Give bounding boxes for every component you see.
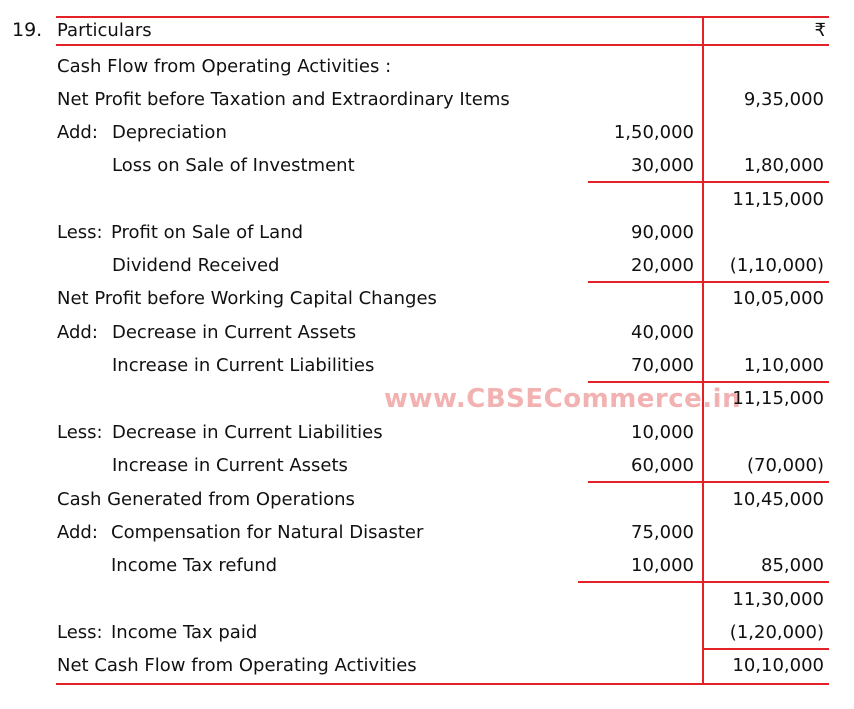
currency-heading: ₹ xyxy=(814,20,826,41)
row-label: Income Tax refund xyxy=(111,555,278,576)
inner-amount: 90,000 xyxy=(631,222,694,243)
row-label: Loss on Sale of Investment xyxy=(112,155,355,176)
outer-amount: 11,15,000 xyxy=(732,189,824,210)
row-prefix: Add: xyxy=(57,522,98,543)
outer-amount: 85,000 xyxy=(761,555,824,576)
total-rule xyxy=(702,648,829,650)
subtotal-rule xyxy=(588,381,829,383)
row-prefix: Add: xyxy=(57,122,98,143)
row-label: Cash Generated from Operations xyxy=(57,489,355,510)
inner-amount: 70,000 xyxy=(631,355,694,376)
outer-amount: 10,10,000 xyxy=(732,655,824,676)
row-label: Profit on Sale of Land xyxy=(111,222,304,243)
inner-amount: 60,000 xyxy=(631,455,694,476)
inner-amount: 20,000 xyxy=(631,255,694,276)
outer-amount: 11,15,000 xyxy=(732,388,824,409)
subtotal-rule xyxy=(578,581,829,583)
row-label: Compensation for Natural Disaster xyxy=(111,522,424,543)
inner-amount: 10,000 xyxy=(631,422,694,443)
row-label: Net Profit before Working Capital Changes xyxy=(57,288,437,309)
inner-amount: 40,000 xyxy=(631,322,694,343)
row-prefix: Add: xyxy=(57,322,98,343)
row-label: Cash Flow from Operating Activities : xyxy=(57,56,392,77)
table-top-rule xyxy=(56,16,829,18)
row-prefix: Less: xyxy=(57,622,103,643)
row-label: Increase in Current Assets xyxy=(112,455,348,476)
row-prefix: Less: xyxy=(57,222,103,243)
row-label: Decrease in Current Liabilities xyxy=(112,422,383,443)
header-bottom-rule xyxy=(56,44,829,46)
row-label: Increase in Current Liabilities xyxy=(112,355,375,376)
inner-amount: 1,50,000 xyxy=(613,122,694,143)
outer-amount: 1,10,000 xyxy=(743,355,824,376)
outer-amount: (70,000) xyxy=(746,455,824,476)
row-label: Decrease in Current Assets xyxy=(112,322,357,343)
row-label: Dividend Received xyxy=(112,255,280,276)
outer-amount: 10,45,000 xyxy=(732,489,824,510)
subtotal-rule xyxy=(588,181,829,183)
outer-amount: 1,80,000 xyxy=(743,155,824,176)
row-label: Net Cash Flow from Operating Activities xyxy=(57,655,417,676)
outer-amount: 10,05,000 xyxy=(732,288,824,309)
watermark: www.CBSECommerce.in xyxy=(384,384,742,414)
inner-amount: 30,000 xyxy=(631,155,694,176)
outer-amount: 9,35,000 xyxy=(743,89,824,110)
subtotal-rule xyxy=(588,481,829,483)
outer-amount: (1,20,000) xyxy=(729,622,824,643)
outer-amount: 11,30,000 xyxy=(732,589,824,610)
particulars-heading: Particulars xyxy=(57,20,152,41)
inner-amount: 10,000 xyxy=(631,555,694,576)
row-label: Depreciation xyxy=(112,122,227,143)
amount-column-divider xyxy=(702,16,704,685)
row-label: Net Profit before Taxation and Extraordinary Items xyxy=(57,89,510,110)
table-bottom-rule xyxy=(56,683,829,685)
row-label: Income Tax paid xyxy=(111,622,258,643)
outer-amount: (1,10,000) xyxy=(729,255,824,276)
question-number: 19. xyxy=(12,19,43,41)
inner-amount: 75,000 xyxy=(631,522,694,543)
subtotal-rule xyxy=(588,281,829,283)
row-prefix: Less: xyxy=(57,422,103,443)
